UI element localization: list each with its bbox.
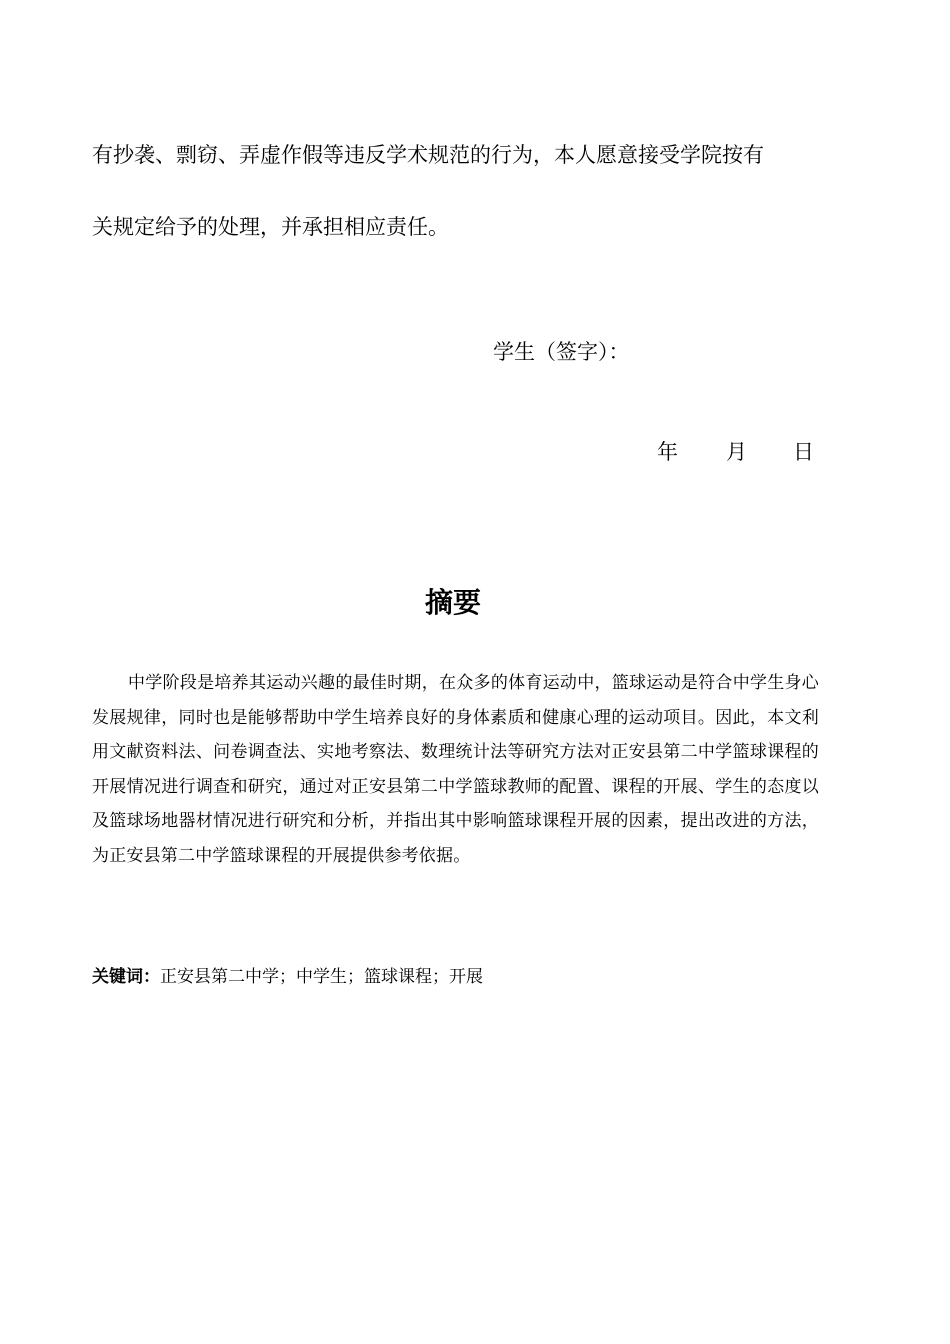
keywords-line [92, 963, 483, 991]
abstract-title: 摘要 [424, 586, 481, 619]
date-year-label: 年 [657, 440, 678, 464]
abstract-body: 中学阶段是培养其运动兴趣的最佳时期，在众多的体育运动中，篮球运动是符合中学生身心发展规律，同时也是能够帮助中学生培养良好的身体素质和健康心理的运动项目。因此，本文利用文献资料法、问卷调查法、实地考察法、数理统计法等研究方法对正安县第二中学篮球课程的开展情况进行调查和研究，通过对正安县第二中学篮球教师的配置、课程的开展、学生的态度以及篮球场地器材情况进行研究和分析，并指出其中影响篮球课程开展的因素，提出改进的方法，为正安县第二中学篮球课程的开展提供参考依据。 [92, 673, 819, 866]
declaration-line-1: 有抄袭、剽窃、弄虚作假等违反学术规范的行为，本人愿意接受学院按有 [92, 143, 764, 167]
date-day-label: 日 [793, 440, 814, 464]
date-month-label: 月 [726, 440, 747, 464]
student-signature-label: 学生（签字）： [493, 340, 630, 364]
signature-date [657, 437, 817, 467]
declaration-line-2: 关规定给予的处理，并承担相应责任。 [92, 215, 449, 239]
keywords-label: 关键词： [92, 967, 160, 987]
keywords-value: 正安县第二中学；中学生；篮球课程；开展 [160, 967, 483, 987]
